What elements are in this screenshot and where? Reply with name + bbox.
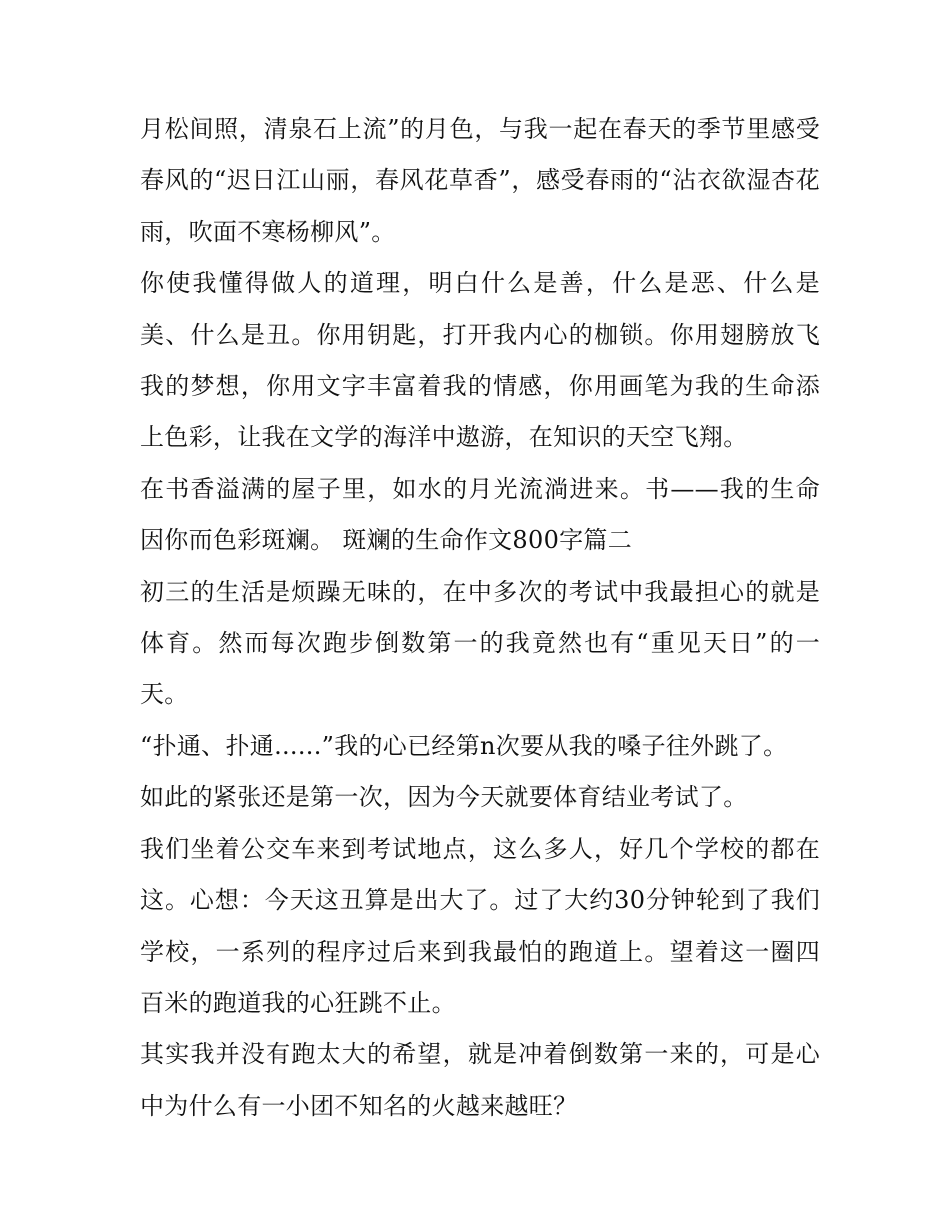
- paragraph-moonlight: 月松间照，清泉石上流”的月色，与我一起在春天的季节里感受春风的“迟日江山丽，春风花草香”，感受春雨的“沾衣欲湿杏花雨，吹面不寒杨柳风”。: [140, 115, 820, 246]
- paragraph-bus-trip: 我们坐着公交车来到考试地点，这么多人，好几个学校的都在这。心想：今天这丑算是出大了。过了大约30分钟轮到了我们学校，一系列的程序过后来到我最怕的跑道上。望着这一圈四百米的跑道我的心狂跳不止。: [140, 834, 820, 1017]
- paragraph-nervous: 如此的紧张还是第一次，因为今天就要体育结业考试了。: [140, 783, 748, 812]
- paragraph-lessons: 你使我懂得做人的道理，明白什么是善，什么是恶、什么是美、什么是丑。你用钥匙，打开我内心的枷锁。你用翅膀放飞我的梦想，你用文字丰富着我的情感，你用画笔为我的生命添上色彩，让我在文学的海洋中遨游，在知识的天空飞翔。: [140, 269, 820, 452]
- essay-body: [140, 104, 820, 1132]
- paragraph-book-room: 在书香溢满的屋子里，如水的月光流淌进来。书——我的生命因你而色彩斑斓。 斑斓的生命作文800字篇二: [140, 474, 820, 555]
- paragraph-heartbeat: “扑通、扑通......”我的心已经第n次要从我的嗓子往外跳了。: [140, 731, 788, 760]
- paragraph-hope: 其实我并没有跑太大的希望，就是冲着倒数第一来的，可是心中为什么有一小团不知名的火越来越旺？: [140, 1040, 820, 1120]
- paragraph-junior-year: 初三的生活是烦躁无味的，在中多次的考试中我最担心的就是体育。然而每次跑步倒数第一的我竟然也有“重见天日”的一天。: [140, 577, 820, 709]
